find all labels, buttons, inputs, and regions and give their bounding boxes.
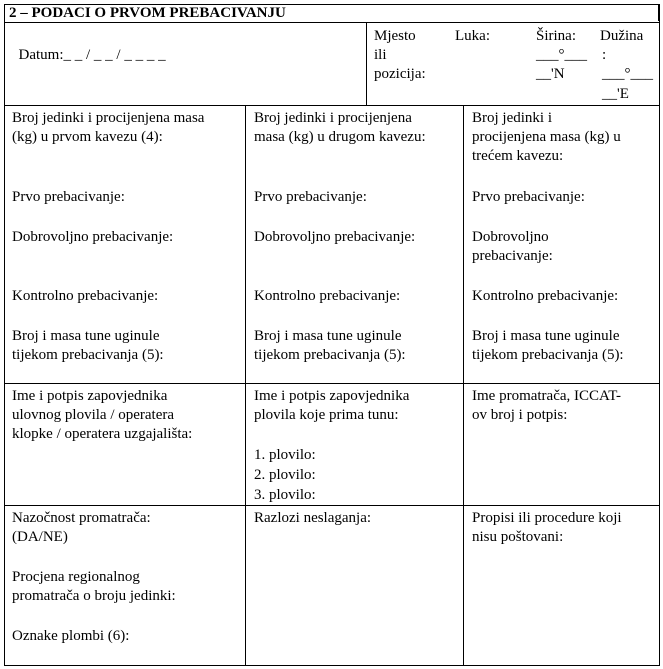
rule-row3-bottom — [4, 505, 660, 506]
luka-label: Luka: — [455, 28, 490, 44]
cage3-prvo-label[interactable]: Prvo prebacivanje: — [472, 189, 585, 205]
master-catching-2: ulovnog plovila / operatera — [12, 407, 175, 423]
rule-row2-bottom — [4, 383, 660, 384]
master-catching-1: Ime i potpis zapovjednika — [12, 388, 168, 404]
rule-right — [659, 4, 660, 666]
sirina-degrees-field[interactable]: ___°___ — [536, 47, 587, 63]
cage3-uginule-1: Broj i masa tune uginule — [472, 328, 620, 344]
rule-left — [4, 4, 5, 666]
cage2-title-2: masa (kg) u drugom kavezu: — [254, 129, 426, 145]
datum-label: Datum: — [18, 47, 64, 63]
cage1-uginule-1: Broj i masa tune uginule — [12, 328, 160, 344]
datum-blank[interactable]: _ _ / _ _ / _ _ _ _ — [63, 47, 166, 63]
master-catching-3[interactable]: klopke / operatera uzgajališta: — [12, 426, 193, 442]
observer-presence-2[interactable]: (DA/NE) — [12, 529, 68, 545]
cage1-prvo-label[interactable]: Prvo prebacivanje: — [12, 189, 125, 205]
rule-under-title — [4, 22, 660, 23]
mjesto-label-1: Mjesto — [374, 28, 416, 44]
duzina-degrees-field[interactable]: ___°___ — [602, 66, 653, 82]
duzina-minutes-field[interactable]: __'E — [602, 86, 629, 102]
master-receiving-1: Ime i potpis zapovjednika — [254, 388, 410, 404]
cage3-kontrolno-label[interactable]: Kontrolno prebacivanje: — [472, 288, 619, 304]
rule-col-split-2 — [463, 105, 464, 666]
observer-estimate-1: Procjena regionalnog — [12, 569, 140, 585]
rule-row1-bottom — [4, 105, 660, 106]
rule-top — [4, 4, 660, 5]
cage1-title-1: Broj jedinki i procijenjena masa — [12, 110, 205, 126]
observer-presence-1: Nazočnost promatrača: — [12, 510, 151, 526]
cage3-title-3: trećem kavezu: — [472, 148, 564, 164]
observer-estimate-2[interactable]: promatrača o broju jedinki: — [12, 588, 176, 604]
cage1-dobrovoljno-label[interactable]: Dobrovoljno prebacivanje: — [12, 229, 174, 245]
vessel-1-field[interactable]: 1. plovilo: — [254, 447, 316, 463]
rule-col-split-1 — [245, 105, 246, 666]
rules-not-respected-1: Propisi ili procedure koji — [472, 510, 622, 526]
cage2-title-1: Broj jedinki i procijenjena — [254, 110, 412, 126]
cage1-title-2: (kg) u prvom kavezu (4): — [12, 129, 163, 145]
section-title: 2 – PODACI O PRVOM PREBACIVANJU — [4, 4, 659, 21]
datum-field[interactable] — [11, 27, 166, 65]
master-receiving-2[interactable]: plovila koje prima tunu: — [254, 407, 399, 423]
cage3-dobrovoljno-label-2[interactable]: prebacivanje: — [472, 248, 553, 264]
mjesto-label-3: pozicija: — [374, 66, 426, 82]
mjesto-label-2: ili — [374, 47, 387, 63]
cage2-uginule-2[interactable]: tijekom prebacivanja (5): — [254, 347, 406, 363]
cage2-kontrolno-label[interactable]: Kontrolno prebacivanje: — [254, 288, 401, 304]
rule-bottom — [4, 665, 660, 666]
seal-marks-label[interactable]: Oznake plombi (6): — [12, 628, 130, 644]
disagreement-reasons-label[interactable]: Razlozi neslaganja: — [254, 510, 372, 526]
cage1-uginule-2[interactable]: tijekom prebacivanja (5): — [12, 347, 164, 363]
vessel-3-field[interactable]: 3. plovilo: — [254, 487, 316, 503]
observer-name-1: Ime promatrača, ICCAT- — [472, 388, 621, 404]
observer-name-2[interactable]: ov broj i potpis: — [472, 407, 568, 423]
vessel-2-field[interactable]: 2. plovilo: — [254, 467, 316, 483]
cage3-title-1: Broj jedinki i — [472, 110, 552, 126]
cage2-uginule-1: Broj i masa tune uginule — [254, 328, 402, 344]
cage3-dobrovoljno-label-1[interactable]: Dobrovoljno — [472, 229, 549, 245]
cage2-prvo-label[interactable]: Prvo prebacivanje: — [254, 189, 367, 205]
cage3-title-2: procijenjena masa (kg) u — [472, 129, 621, 145]
cage3-uginule-2[interactable]: tijekom prebacivanja (5): — [472, 347, 624, 363]
duzina-colon: : — [602, 47, 607, 63]
rule-row1-split — [366, 22, 367, 106]
sirina-label: Širina: — [536, 28, 576, 44]
sirina-minutes-field[interactable]: __'N — [536, 66, 565, 82]
cage1-kontrolno-label[interactable]: Kontrolno prebacivanje: — [12, 288, 159, 304]
cage2-dobrovoljno-label[interactable]: Dobrovoljno prebacivanje: — [254, 229, 416, 245]
duzina-label: Dužina — [600, 28, 644, 44]
rules-not-respected-2[interactable]: nisu poštovani: — [472, 529, 564, 545]
